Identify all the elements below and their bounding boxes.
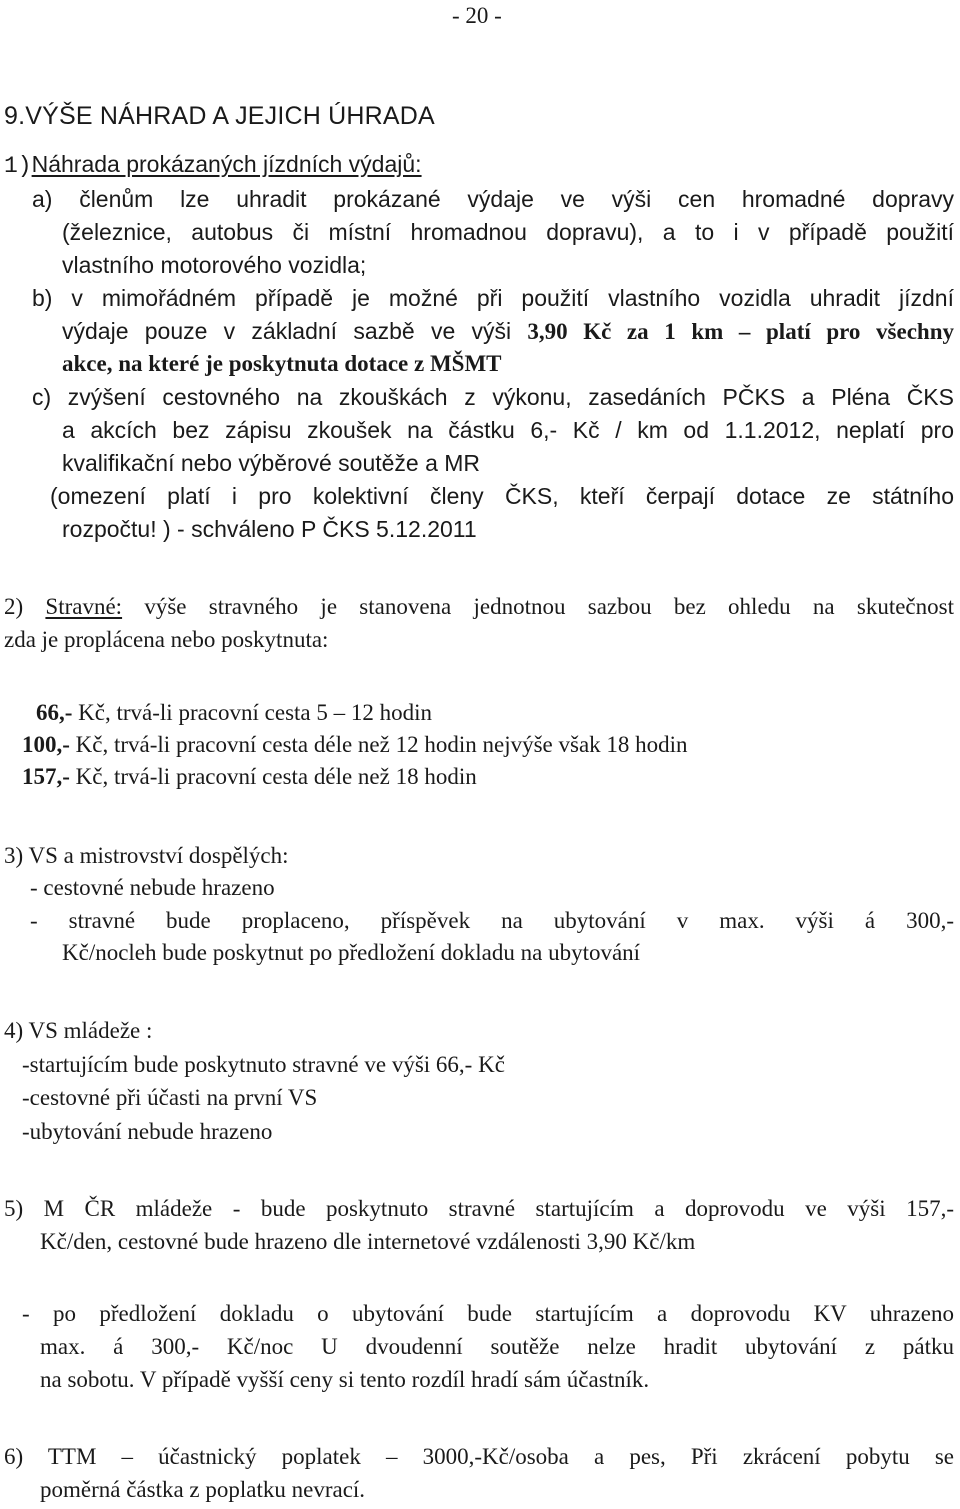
- meal-rate-text: Kč, trvá-li pracovní cesta déle než 12 hodin nejvýše však 18 hodin: [69, 732, 688, 757]
- meal-rate-text: Kč, trvá-li pracovní cesta déle než 18 hodin: [69, 764, 477, 789]
- section-5-line-3: - po předložení dokladu o ubytování bude startujícím a doprovodu KV uhrazeno: [22, 1301, 954, 1326]
- item-c-line-3: kvalifikační nebo výběrové soutěže a MR: [62, 450, 481, 476]
- section-5-line-1: 5) M ČR mládeže - bude poskytnuto stravné startujícím a doprovodu ve výši 157,-: [4, 1196, 954, 1221]
- item-a-line-3: vlastního motorového vozidla;: [62, 252, 367, 278]
- item-b-rate-text: výdaje pouze v základní sazbě ve výši: [62, 318, 528, 344]
- section-2-title: Stravné:: [45, 594, 123, 619]
- item-c-line-5: rozpočtu! ) - schváleno P ČKS 5.12.2011: [62, 516, 477, 542]
- section-3-item-2: - stravné bude proplaceno, příspěvek na ubytování v max. výši á 300,-: [30, 908, 954, 933]
- item-a-line-1: a) členům lze uhradit prokázané výdaje ve výši cen hromadné dopravy: [32, 186, 954, 212]
- section-3-item-1: - cestovné nebude hrazeno: [30, 875, 275, 900]
- section-5-line-4: max. á 300,- Kč/noc U dvoudenní soutěže nelze hradit ubytování z pátku: [40, 1334, 954, 1359]
- meal-rate-row: [22, 761, 477, 793]
- page-number: - 20 -: [452, 3, 502, 28]
- section-2-number: 2): [4, 594, 46, 619]
- item-a-line-2: (železnice, autobus či místní hromadnou dopravu), a to i v případě použití: [62, 219, 954, 245]
- item-c-line-1: c) zvýšení cestovného na zkouškách z výkonu, zasedáních PČKS a Pléna ČKS: [32, 384, 954, 410]
- section-4-item-2: -cestovné při účasti na první VS: [22, 1085, 318, 1110]
- item-b-line-1: b) v mimořádném případě je možné při použití vlastního vozidla uhradit jízdní: [32, 285, 954, 311]
- item-b-note-bold: akce, na které je poskytnuta dotace z MŠMT: [62, 351, 502, 376]
- item-b-line-2: [62, 315, 954, 348]
- meal-rate-amount: 66,-: [36, 700, 73, 725]
- meal-rate-text: Kč, trvá-li pracovní cesta 5 – 12 hodin: [72, 700, 433, 725]
- section-3-title: 3) VS a mistrovství dospělých:: [4, 843, 289, 868]
- item-b-rate-bold: 3,90 Kč za 1 km – platí pro všechny: [527, 319, 954, 344]
- section-5-line-2: Kč/den, cestovné bude hrazeno dle internetové vzdálenosti 3,90 Kč/km: [40, 1229, 696, 1254]
- meal-rate-amount: 100,-: [22, 732, 70, 757]
- section-2-line-1: [4, 591, 954, 623]
- section-4-title: 4) VS mládeže :: [4, 1018, 153, 1043]
- section-6-line-2: poměrná částka z poplatku nevrací.: [40, 1477, 366, 1502]
- item-b-line-3: [62, 348, 502, 380]
- section-5-line-5: na sobotu. V případě vyšší ceny si tento rozdíl hradí sám účastník.: [40, 1367, 650, 1392]
- section-1-number: 1): [4, 153, 32, 179]
- section-3-item-2-cont: Kč/nocleh bude poskytnut po předložení dokladu na ubytování: [62, 940, 641, 965]
- meal-rate-row: [22, 729, 688, 761]
- item-c-line-2: a akcích bez zápisu zkoušek na částku 6,- Kč / km od 1.1.2012, neplatí pro: [62, 417, 954, 443]
- item-c-line-4: (omezení platí i pro kolektivní členy ČKS, kteří čerpají dotace ze státního: [50, 483, 954, 509]
- section-2-line-2: zda je proplácena nebo poskytnuta:: [4, 627, 329, 652]
- section-heading: 9.VÝŠE NÁHRAD A JEJICH ÚHRADA: [4, 102, 435, 130]
- section-1-title: [4, 148, 422, 182]
- meal-rate-amount: 157,-: [22, 764, 70, 789]
- section-6-line-1: 6) TTM – účastnický poplatek – 3000,-Kč/osoba a pes, Při zkrácení pobytu se: [4, 1444, 954, 1469]
- section-1-title-text: Náhrada prokázaných jízdních výdajů:: [31, 151, 422, 177]
- section-4-item-1: -startujícím bude poskytnuto stravné ve výši 66,- Kč: [22, 1052, 505, 1077]
- section-2-text: výše stravného je stanovena jednotnou sazbou bez ohledu na skutečnost: [122, 594, 954, 619]
- meal-rate-row: [36, 697, 432, 729]
- section-4-item-3: -ubytování nebude hrazeno: [22, 1119, 273, 1144]
